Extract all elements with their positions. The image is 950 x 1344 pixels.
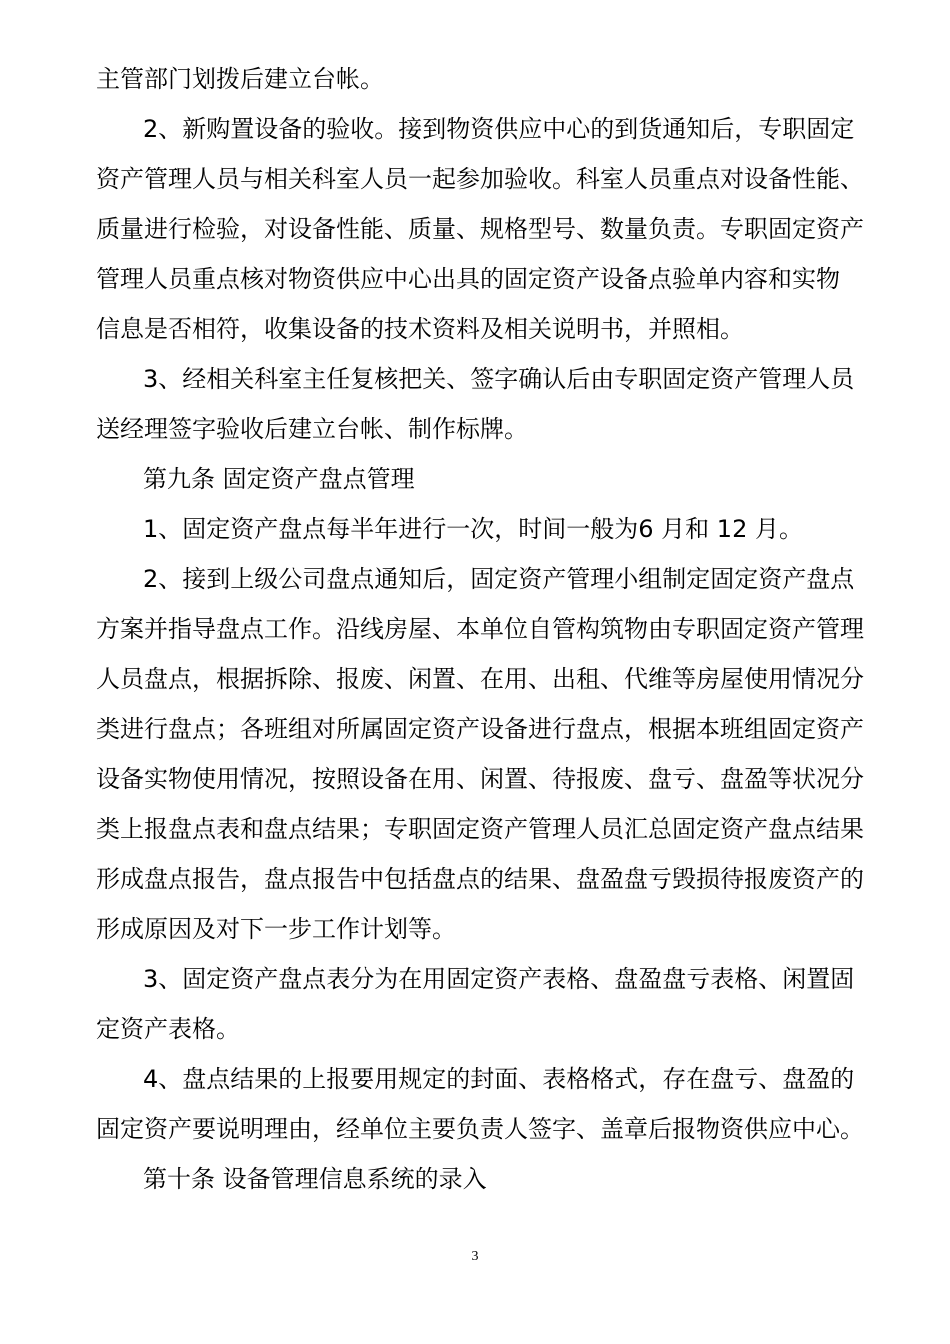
text-line: 3、经相关科室主任复核把关、签字确认后由专职固定资产管理人员 [143, 365, 855, 393]
text-line: 形成原因及对下一步工作计划等。 [96, 915, 456, 943]
text-line: 主管部门划拨后建立台帐。 [96, 65, 384, 93]
text-line: 固定资产要说明理由，经单位主要负责人签字、盖章后报物资供应中心。 [96, 1115, 864, 1143]
text-line: 4、盘点结果的上报要用规定的封面、表格格式，存在盘亏、盘盈的 [143, 1065, 855, 1093]
text-line: 质量进行检验，对设备性能、质量、规格型号、数量负责。专职固定资产 [96, 215, 864, 243]
text-line: 方案并指导盘点工作。沿线房屋、本单位自管构筑物由专职固定资产管理 [96, 615, 864, 643]
text-line: 送经理签字验收后建立台帐、制作标牌。 [96, 415, 528, 443]
text-line: 2、新购置设备的验收。接到物资供应中心的到货通知后，专职固定 [143, 115, 855, 143]
text-line: 信息是否相符，收集设备的技术资料及相关说明书，并照相。 [96, 315, 744, 343]
text-line: 类进行盘点；各班组对所属固定资产设备进行盘点，根据本班组固定资产 [96, 715, 864, 743]
text-line: 1、固定资产盘点每半年进行一次，时间一般为6 月和 12 月。 [143, 515, 803, 543]
text-line: 资产管理人员与相关科室人员一起参加验收。科室人员重点对设备性能、 [96, 165, 864, 193]
text-line: 设备实物使用情况，按照设备在用、闲置、待报废、盘亏、盘盈等状况分 [96, 765, 864, 793]
text-line: 3、固定资产盘点表分为在用固定资产表格、盘盈盘亏表格、闲置固 [143, 965, 855, 993]
text-line: 2、接到上级公司盘点通知后，固定资产管理小组制定固定资产盘点 [143, 565, 855, 593]
section-heading: 第九条 固定资产盘点管理 [143, 465, 415, 493]
section-heading: 第十条 设备管理信息系统的录入 [143, 1165, 487, 1193]
text-line: 管理人员重点核对物资供应中心出具的固定资产设备点验单内容和实物 [96, 265, 840, 293]
text-line: 定资产表格。 [96, 1015, 240, 1043]
page-number: 3 [471, 1249, 479, 1264]
text-line: 类上报盘点表和盘点结果；专职固定资产管理人员汇总固定资产盘点结果 [96, 815, 864, 843]
text-line: 形成盘点报告，盘点报告中包括盘点的结果、盘盈盘亏毁损待报废资产的 [96, 865, 864, 893]
text-line: 人员盘点，根据拆除、报废、闲置、在用、出租、代维等房屋使用情况分 [96, 665, 864, 693]
